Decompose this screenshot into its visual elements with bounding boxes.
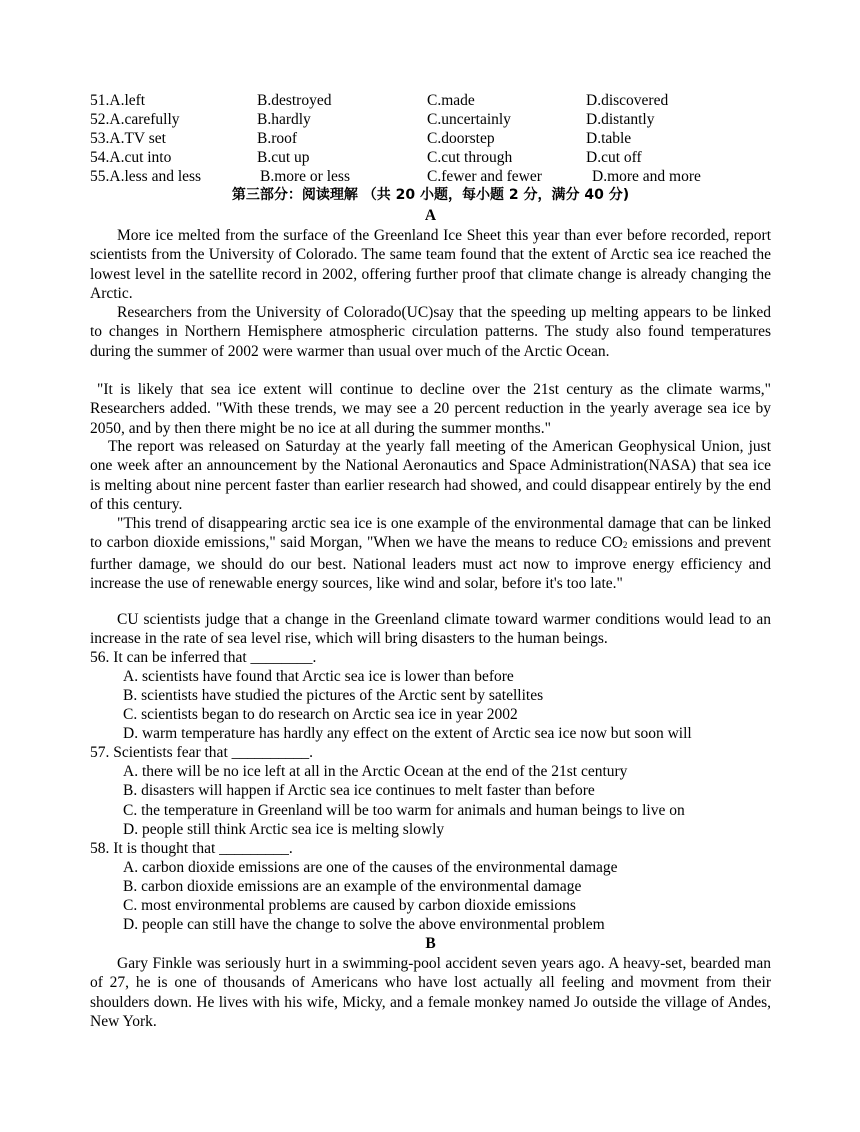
option-55-a: 55.A.less and less [90,168,202,185]
passage-b-paragraph-1: Gary Finkle was seriously hurt in a swimming-pool accident seven years ago. A heavy-set, bearded man of 27, he is one of thousands of Americans who have lost actually all feeling and movment from their shoulders down. He lives with his wife, Micky, and a female monkey named Jo outside the village of Andes, New York. [90,955,771,1030]
option-51-d: D.discovered [586,92,669,109]
option-55-d: D.more and more [592,168,701,185]
passage-a-paragraph-5 [90,514,771,593]
question-57-choice-c: C. the temperature in Greenland will be too warm for animals and human beings to live on [123,802,685,819]
passage-a-paragraph-1: More ice melted from the surface of the Greenland Ice Sheet this year than ever before recorded, report scientists from the University of Colorado. The same team found that the extent of Arctic sea ice reached the lowest level in the satellite record in 2002, offering further proof that climate change is already changing the Arctic. [90,227,771,302]
passage-a-paragraph-4: The report was released on Saturday at the yearly fall meeting of the American Geophysical Union, just one week after an announcement by the National Aeronautics and Space Administration(NASA) that sea ice is melting about nine percent faster than earlier research had showed, and could disappear entirely by the end of this century. [90,438,771,513]
question-58-stem: 58. It is thought that _________. [90,840,293,857]
option-53-d: D.table [586,130,632,147]
co2-subscript: 2 [622,540,628,551]
paragraph-5-text-2: emissions and prevent further damage, we should do our best. National leaders must act now to improve energy efficiency and increase the use of renewable energy sources, like wind and solar, before it's too late." [90,534,771,592]
passage-a-paragraph-2: Researchers from the University of Colorado(UC)say that the speeding up melting appears to be linked to changes in Northern Hemisphere atmospheric circulation patterns. The study also found temperatures during the summer of 2002 were warmer than usual over much of the Arctic Ocean. [90,304,771,360]
question-56-choice-a: A. scientists have found that Arctic sea ice is lower than before [123,668,514,685]
option-55-c: C.fewer and fewer [427,168,542,185]
passage-b-label: B [425,935,436,952]
paragraph-5-text-1: "This trend of disappearing arctic sea ice is one example of the environmental damage that can be linked to carbon dioxide emissions," said Morgan, "When we have the means to reduce CO [90,515,771,552]
option-54-a: 54.A.cut into [90,149,172,166]
option-52-a: 52.A.carefully [90,111,180,128]
option-52-c: C.uncertainly [427,111,511,128]
question-58-choice-b: B. carbon dioxide emissions are an example of the environmental damage [123,878,582,895]
passage-a-label: A [424,207,437,224]
section-title: 第三部分：阅读理解 （共 20 小题，每小题 2 分，满分 40 分) [231,187,630,203]
option-52-b: B.hardly [257,111,311,128]
option-55-b: B.more or less [260,168,350,185]
question-57-stem: 57. Scientists fear that __________. [90,744,313,761]
option-51-c: C.made [427,92,475,109]
option-53-b: B.roof [257,130,298,147]
question-57-choice-d: D. people still think Arctic sea ice is melting slowly [123,821,445,838]
option-54-c: C.cut through [427,149,513,166]
question-58-choice-a: A. carbon dioxide emissions are one of the causes of the environmental damage [123,859,618,876]
option-54-d: D.cut off [586,149,642,166]
option-52-d: D.distantly [586,111,655,128]
question-57-choice-a: A. there will be no ice left at all in the Arctic Ocean at the end of the 21st century [123,763,628,780]
option-53-a: 53.A.TV set [90,130,166,147]
question-56-choice-d: D. warm temperature has hardly any effect on the extent of Arctic sea ice now but soon will [123,725,692,742]
option-51-a: 51.A.left [90,92,146,109]
passage-a-paragraph-6: CU scientists judge that a change in the Greenland climate toward warmer conditions would lead to an increase in the rate of sea level rise, which will bring disasters to the human beings. [90,611,771,648]
question-58-choice-d: D. people can still have the change to solve the above environmental problem [123,916,605,933]
question-56-choice-c: C. scientists began to do research on Arctic sea ice in year 2002 [123,706,518,723]
question-56-choice-b: B. scientists have studied the pictures of the Arctic sent by satellites [123,687,544,704]
option-51-b: B.destroyed [257,92,332,109]
question-58-choice-c: C. most environmental problems are caused by carbon dioxide emissions [123,897,576,914]
question-56-stem: 56. It can be inferred that ________. [90,649,317,666]
passage-a-paragraph-3: "It is likely that sea ice extent will continue to decline over the 21st century as the climate warms," Researchers added. "With these trends, we may see a 20 percent reduction in the yearly average sea ice by 2050, and by then there might be no ice at all during the summer months." [90,381,771,437]
option-54-b: B.cut up [257,149,310,166]
option-53-c: C.doorstep [427,130,495,147]
question-57-choice-b: B. disasters will happen if Arctic sea ice continues to melt faster than before [123,782,595,799]
